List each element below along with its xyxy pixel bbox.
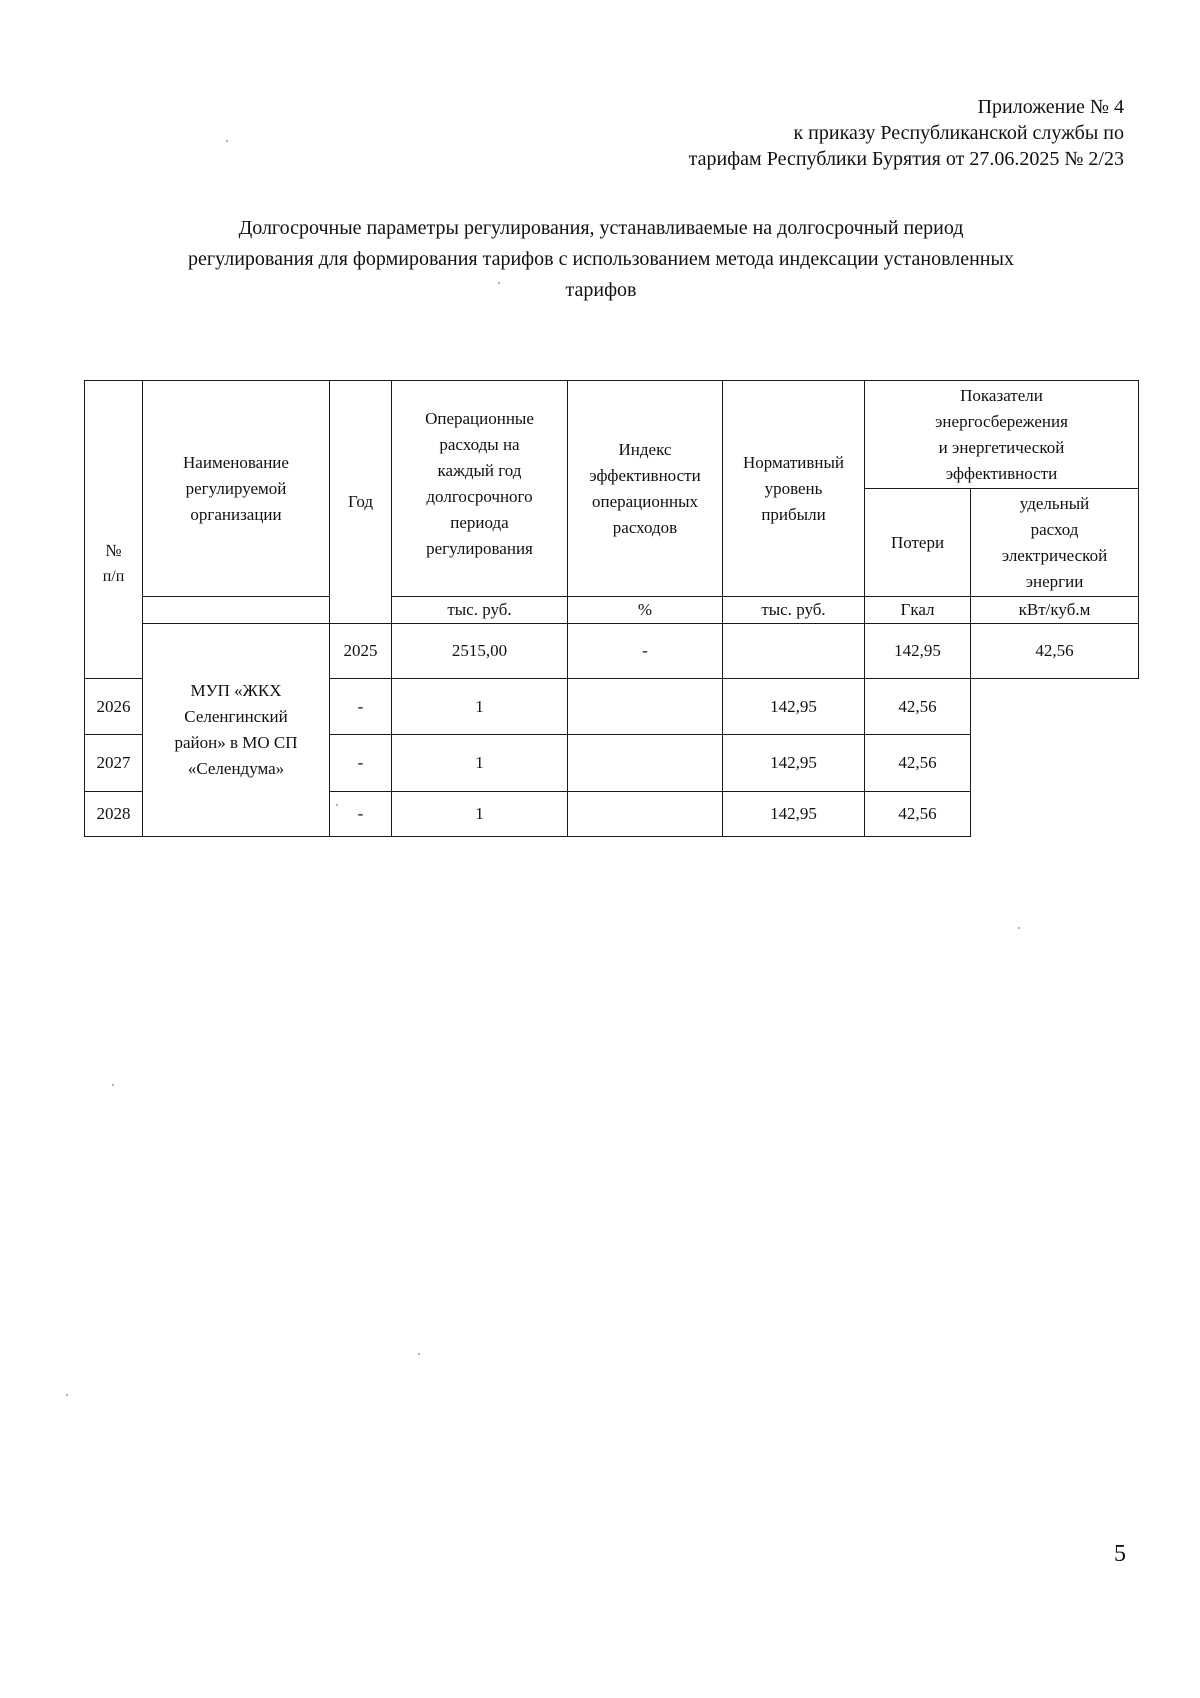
opex-header-line-6: регулирования [426, 539, 533, 558]
efficiency-index-unit: % [568, 597, 723, 624]
opex-header-line-1: Операционные [425, 409, 534, 428]
number-header-line-2: п/п [102, 568, 125, 585]
profit-level-unit: тыс. руб. [723, 597, 865, 624]
opex-cell: 2515,00 [392, 624, 568, 679]
title-line-3: тарифов [565, 279, 637, 301]
annex-reference [689, 94, 1124, 172]
specific-consumption-header-line-2: расход [1030, 519, 1079, 539]
scan-speck [112, 1084, 114, 1086]
specific-consumption-unit: кВт/куб.м [971, 597, 1139, 624]
organization-header [143, 381, 330, 597]
efficiency-index-cell: 1 [392, 679, 568, 735]
opex-header-line-5: периода [450, 513, 509, 532]
energy-efficiency-header-line-4: эффективности [945, 463, 1058, 483]
specific-consumption-header-line-3: электрической [1001, 545, 1108, 565]
scan-speck [336, 804, 338, 806]
organization-header-line-3: организации [190, 504, 282, 524]
table-row [85, 624, 1139, 679]
annex-order-date: тарифам Республики Бурятия от 27.06.2025 № 2/23 [688, 148, 1124, 170]
title-line-1: Долгосрочные параметры регулирования, устанавливаемые на долгосрочный период [238, 217, 964, 239]
opex-header [392, 381, 568, 597]
organization-name-line-2: Селенгинский [184, 707, 288, 726]
organization-name-line-1: МУП «ЖКХ [190, 681, 282, 700]
opex-cell: - [330, 735, 392, 792]
efficiency-index-cell: 1 [392, 735, 568, 792]
year-cell: 2026 [85, 679, 143, 735]
efficiency-index-header-line-1: Индекс [618, 439, 672, 459]
efficiency-index-header [568, 381, 723, 597]
opex-header-line-3: каждый год [437, 461, 522, 480]
page-number: 5 [1114, 1541, 1126, 1567]
profit-level-cell [568, 735, 723, 792]
specific-consumption-cell: 42,56 [971, 624, 1139, 679]
annex-order-line: к приказу Республиканской службы по [793, 122, 1124, 144]
organization-header-line-1: Наименование [183, 452, 289, 472]
losses-cell: 142,95 [723, 735, 865, 792]
losses-unit: Гкал [865, 597, 971, 624]
efficiency-index-cell: 1 [392, 792, 568, 837]
number-header [85, 381, 143, 679]
title-line-2: регулирования для формирования тарифов с использованием метода индексации установленных [188, 248, 1014, 270]
energy-efficiency-header-line-3: и энергетической [938, 437, 1065, 457]
specific-consumption-cell: 42,56 [865, 735, 971, 792]
profit-level-cell [568, 792, 723, 837]
organization-name-line-3: район» в МО СП [174, 733, 298, 752]
specific-consumption-cell: 42,56 [865, 792, 971, 837]
specific-consumption-header [971, 489, 1139, 597]
opex-header-line-2: расходы на [439, 435, 520, 454]
year-cell: 2025 [330, 624, 392, 679]
document-title [86, 213, 1116, 306]
scan-speck [418, 1353, 420, 1355]
efficiency-index-cell: - [568, 624, 723, 679]
number-header-line-1: № [105, 541, 122, 560]
year-header [330, 381, 392, 624]
losses-cell: 142,95 [723, 679, 865, 735]
energy-efficiency-header [865, 381, 1139, 489]
parameters-table [84, 380, 1139, 837]
profit-level-cell [568, 679, 723, 735]
efficiency-index-header-line-4: расходов [612, 517, 678, 537]
scan-speck [1018, 927, 1020, 929]
profit-level-header-line-3: прибыли [761, 504, 826, 524]
units-row [85, 597, 1139, 624]
organization-name-line-4: «Селендума» [187, 759, 285, 778]
organization-name [143, 624, 330, 837]
year-header-label: Год [348, 492, 373, 511]
organization-header-line-2: регулируемой [185, 478, 287, 498]
energy-efficiency-header-line-1: Показатели [960, 385, 1043, 405]
efficiency-index-header-line-3: операционных [591, 491, 698, 511]
opex-unit: тыс. руб. [392, 597, 568, 624]
energy-efficiency-header-line-2: энергосбережения [935, 411, 1068, 431]
profit-level-cell [723, 624, 865, 679]
opex-cell: - [330, 792, 392, 837]
losses-cell: 142,95 [723, 792, 865, 837]
scan-speck [498, 282, 500, 284]
scan-speck [66, 1394, 68, 1396]
scan-speck [226, 140, 228, 142]
losses-header [865, 489, 971, 597]
year-cell: 2027 [85, 735, 143, 792]
efficiency-index-header-line-2: эффективности [589, 465, 701, 485]
losses-cell: 142,95 [865, 624, 971, 679]
opex-header-line-4: долгосрочного [426, 487, 533, 506]
losses-header-label: Потери [890, 532, 945, 552]
specific-consumption-cell: 42,56 [865, 679, 971, 735]
profit-level-header [723, 381, 865, 597]
annex-number: Приложение № 4 [977, 96, 1124, 118]
profit-level-header-line-1: Нормативный [743, 452, 844, 472]
opex-cell: - [330, 679, 392, 735]
profit-level-header-line-2: уровень [764, 478, 823, 498]
header-row-1 [85, 381, 1139, 489]
organization-unit-cell [143, 597, 330, 624]
year-cell: 2028 [85, 792, 143, 837]
specific-consumption-header-line-4: энергии [1025, 571, 1084, 591]
specific-consumption-header-line-1: удельный [1019, 493, 1090, 513]
